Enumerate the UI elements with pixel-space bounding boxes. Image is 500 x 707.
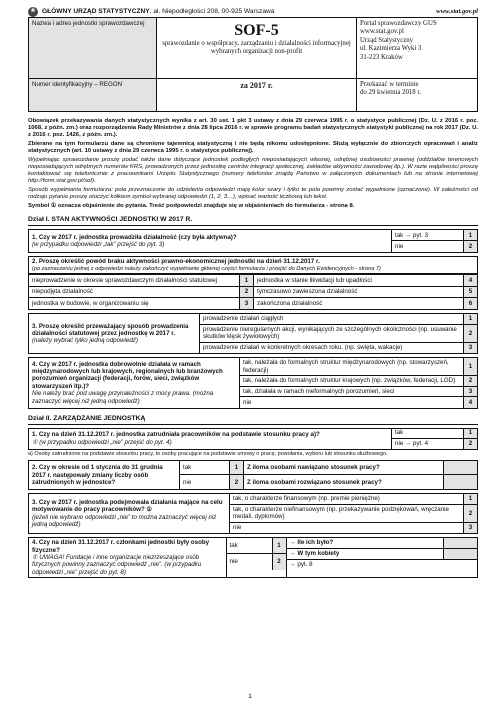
page-number: 1: [248, 693, 252, 701]
option-code[interactable]: 2: [229, 475, 243, 489]
portal-info: Portal sprawozdawczy GUS www.stat.gov.pl Urząd Statystyczny ul. Kazimierza Wyki 3 31-223 Kraków: [357, 18, 477, 79]
reporting-unit-name-field[interactable]: Nazwa i adres jednostki sprawozdawczej: [29, 18, 157, 79]
option-code[interactable]: 4: [463, 275, 477, 286]
option-code[interactable]: 3: [463, 387, 477, 397]
section-2-title: Dział II. ZARZĄDZANIE JEDNOSTKĄ: [28, 415, 478, 425]
option-code[interactable]: 3: [239, 298, 253, 309]
form-title: sprawozdanie o współpracy, zarządzaniu i działalności informacyjnej wybranych organizacji non-profit: [162, 40, 351, 56]
option-code[interactable]: 2: [463, 439, 477, 449]
s2-question-1: 1. Czy na dzień 31.12.2017 r. jednostka zatrudniała pracowników na podstawie stosunku pracy a)? ① (w przypadku odpowiedzi „nie” przejść do pyt. 4) tak 1 nie → pyt. 4 2: [28, 428, 478, 450]
form-code: SOF-5: [234, 22, 279, 39]
women-count-input[interactable]: [443, 549, 477, 559]
hired-count-input[interactable]: [443, 461, 477, 474]
option-code[interactable]: 3: [463, 343, 477, 354]
option-code[interactable]: 1: [229, 461, 243, 474]
deadline-info: Przekazać w terminie do 29 kwietnia 2018 r.: [360, 81, 421, 97]
option-code[interactable]: 1: [463, 314, 477, 324]
symbol-note: Symbol ① oznacza objaśnienie do pytania. Treść podpowiedzi znajduje się w objaśnieniach do formularza - strona 8.: [28, 203, 355, 210]
regon-field[interactable]: Numer identyfikacyjny – REGON: [29, 79, 157, 111]
header-url[interactable]: www.stat.gov.pl: [436, 7, 478, 15]
option-code[interactable]: 1: [239, 275, 253, 286]
option-code[interactable]: 1: [463, 494, 477, 504]
intro-text: [28, 118, 478, 210]
option-code[interactable]: 2: [463, 376, 477, 386]
option-code[interactable]: 4: [463, 397, 477, 408]
option-code[interactable]: 6: [463, 298, 477, 309]
form-header-grid: [28, 18, 478, 112]
option-code[interactable]: 1: [272, 538, 286, 553]
option-code[interactable]: 2: [272, 554, 286, 570]
terminated-count-input[interactable]: [443, 475, 477, 489]
header-bar: [28, 6, 478, 18]
section-1-title: Dział I. STAN AKTYWNOŚCI JEDNOSTKI W 2017 R.: [28, 216, 478, 226]
s2-question-4: 4. Czy na dzień 31.12.2017 r. członkami jednostki były osoby fizyczne? ① UWAGA! Fundacje i inne organizacje niezrzeszające osób fizycznych powinny zaznaczyć odpowiedź „nie”. (w przypadku odpowiedzi „nie” przejść do pyt. 8) tak 1 nie 2 → Ile ich było? → W tym kobiety → pyt. 8: [28, 537, 478, 578]
form-title-cell: [157, 18, 357, 79]
s2-question-3: 3. Czy w 2017 r. jednostka podejmowała działania mające na celu motywowanie do pracy pracowników? ① (jeżeli nie wybrano odpowiedzi „nie” to można zaznaczyć więcej niż jedną odpowiedź) tak, o charakterze finansowym (np. premie pieniężne) 1 tak, o charakterze niefinansowym (np. przekazywanie podziękowań, wręczanie medali, dyplomów) 2 nie 3: [28, 493, 478, 534]
option-code[interactable]: 1: [463, 230, 477, 240]
option-code[interactable]: 2: [463, 241, 477, 252]
legal-basis-paragraph: Obowiązek przekazywania danych statystycznych wynika z art. 30 ust. 1 pkt 3 ustawy z dnia 29 czerwca 1995 r. o statystyce publicznej (Dz. U. z 2016 r. poz. 1068, z późn. zm.) oraz rozporządzenia Rady Ministrów z dnia 28 lipca 2016 r. w sprawie programu badań statystycznych statystyki publicznej na rok 2017 (Dz. U. z 2016 r. poz. 1426, z późn. zm.).: [28, 118, 478, 139]
footnote: a) Osoby zatrudnione na podstawie stosunku pracy, to osoby pracujące na podstawie umowy o pracę, powołania, wyboru lub stosunku służbowego.: [28, 450, 388, 457]
institution-address: , al. Niepodległości 208, 00-925 Warszawa: [149, 7, 275, 15]
filling-method-paragraph: Sposób wypełniania formularza: pola przeznaczone do udzielenia odpowiedzi mają kolor szary i tylko te pola powinny zostać wypełnione (oznaczone). W zależności od rodzaju pytania proszę otoczyć kółkiem symbol wybranej odpowiedzi (1, 2, 3…), wpisać wartość liczbową lub tekst.: [28, 187, 478, 201]
s1-question-1: 1. Czy w 2017 r. jednostka prowadziła działalność (czy była aktywna)? (w przypadku odpowiedzi „tak” przejść do pyt. 3) tak → pyt. 3 1 nie 2: [28, 229, 478, 253]
option-code[interactable]: 2: [239, 287, 253, 298]
s1-q2-options: nieprowadzenie w okresie sprawozdawczym działalności statutowej 1 jednostka w stanie likwidacji lub upadłości 4 niepodjęta działalność 2 tymczasowo zawieszona działalność 5 jednostka w budowie, w organizowaniu się 3 zakończona działalność 6: [29, 274, 477, 309]
s1-question-3: 3. Proszę określić przeważający sposób prowadzenia działalności statutowej przez jednostkę w 2017 r. (należy wybrać tylko jedną odpowiedź) prowadzenie działań ciągłych 1 prowadzenie nieregularnych akcji, wynikających ze szczególnych okoliczności (np. usuwanie skutków klęsk żywiołowych) 2 prowadzenie działań w konkretnych okresach roku. (np. święta, wakacje) 3: [28, 313, 478, 354]
option-code[interactable]: 1: [463, 358, 477, 375]
report-year: za 2017 r.: [157, 79, 357, 111]
s1-question-2: 2. Proszę określić powód braku aktywności prawno-ekonomicznej jednostki na dzień 31.12.2017 r. (po zaznaczeniu jednej z odpowiedzi należy zakończyć wypełnianie głównej części formularza i przejść do Danych Ewidencyjnych - strona 7) nieprowadzenie w okresie sprawozdawczym działalności statutowej 1 jednostka w stanie likwidacji lub upadłości 4 niepodjęta działalność 2 tymczasowo zawieszona działalność 5 jednostka w budowie, w organizowaniu się 3 zakończona działalność 6: [28, 256, 478, 310]
option-code[interactable]: 3: [463, 523, 477, 534]
members-count-input[interactable]: [443, 538, 477, 548]
option-code[interactable]: 2: [463, 505, 477, 522]
confidentiality-paragraph: Zbierane na tym formularzu dane są chronione tajemnicą statystyczną i nie będą nikomu udostępnione. Służą wyłącznie do zbiorczych opracowań i analiz statystycznych (art. 10 ustawy z dnia 29 czerwca 1995 r. o statystyce publicznej).: [28, 141, 478, 155]
gus-emblem-icon: ❀: [28, 7, 38, 17]
option-code[interactable]: 1: [463, 429, 477, 438]
s1-question-4: 4. Czy w 2017 r. jednostka dobrowolnie działała w ramach międzynarodowych lub krajowych, regionalnych lub branżowych porozumień organizacji (federacji, forów, sieci, związków stowarzyszeń itp.)? Nie należy brać pod uwagę przynależności z mocy prawa. (można zaznaczyć więcej niż jedną odpowiedź) tak, należała do formalnych struktur międzynarodowych (np. stowarzyszeń, federacji) 1 tak, należała do formalnych struktur krajowych (np. związków, federacji, LGD) 2 tak, działała w ramach nieformalnych porozumień, sieci 3 nie 4: [28, 357, 478, 408]
option-code[interactable]: 2: [463, 325, 477, 342]
instructions-paragraph: Wypełniając sprawozdanie proszę podać także dane dotyczące jednostek podległych nieposiadających własnej, odrębnej osobowości prawnej (oddziałów terenowych nieposiadających odrębnych numerów KRS, prowadzonych przez jednostkę centrów integracji społecznej, zakładów aktywności zawodowej itp.). W razie wątpliwości proszę kontaktować się telefonicznie z pracownikami Urzędu Statystycznego (numery telefonów znajdą Państwo w załączonych dokumentach lub na stronie internetowej http://form.stat.gov.pl/sof).: [28, 156, 478, 185]
institution-name: GŁÓWNY URZĄD STATYSTYCZNY: [42, 7, 150, 15]
option-code[interactable]: 5: [463, 287, 477, 298]
s2-question-2: 2. Czy w okresie od 1 stycznia do 31 grudnia 2017 r. następowały zmiany liczby osób zatrudnionych w jednostce? tak 1 nie 2 Z iloma osobami nawiązano stosunek pracy? Z iloma osobami rozwiązano stosunek pracy?: [28, 460, 478, 490]
